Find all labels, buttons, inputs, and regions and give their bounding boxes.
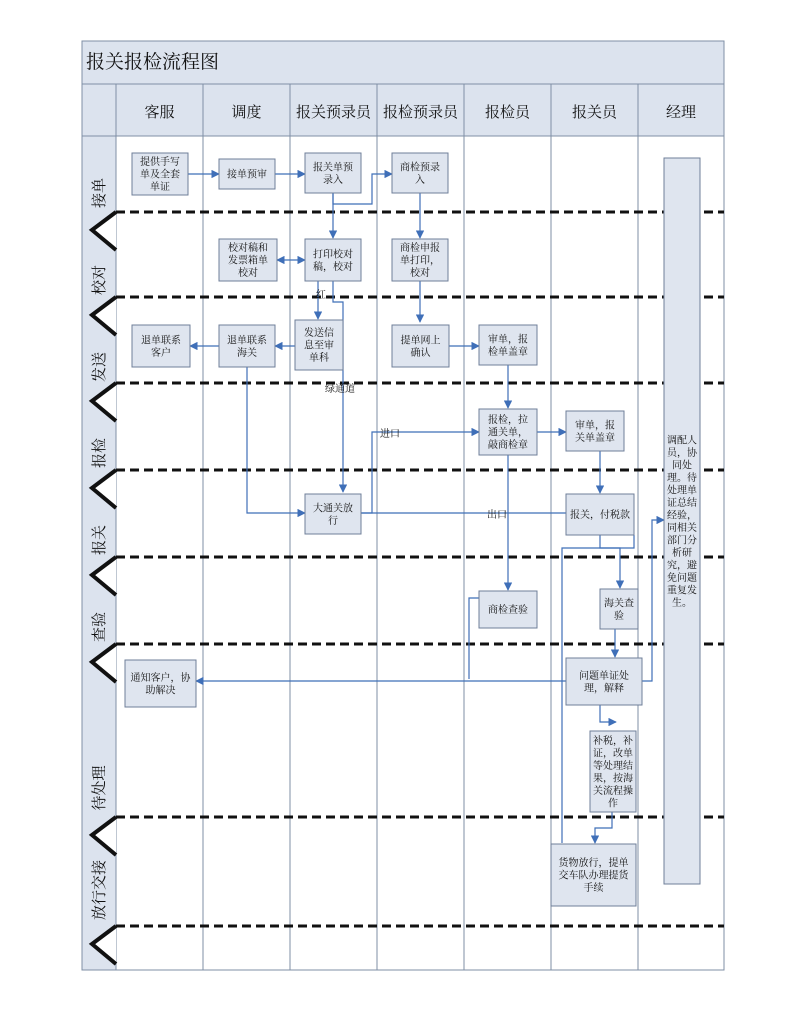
process-box-text: 析研 xyxy=(672,547,692,559)
process-box-text: 通关单， xyxy=(488,427,528,439)
lane-label-customs-entry: 报关预录员 xyxy=(295,103,372,121)
process-box-text: 关单盖章 xyxy=(575,432,615,444)
process-box-text: 报关，付税款 xyxy=(570,510,630,522)
process-box-text: 确认 xyxy=(410,347,431,359)
process-box-b11 xyxy=(392,325,449,367)
process-box-text: 商检申报 xyxy=(400,243,440,255)
process-box-text: 大通关放 xyxy=(313,503,353,515)
process-box-b8 xyxy=(132,325,190,367)
stage-label-examine: 查验 xyxy=(90,611,108,643)
process-box-text: 生。 xyxy=(672,597,692,609)
process-box-text: 校对稿和 xyxy=(228,243,268,255)
process-box-text: 提单网上 xyxy=(400,335,441,347)
process-box-text: 退单联系 xyxy=(141,335,181,347)
process-box-text: 助解决 xyxy=(145,685,176,697)
process-box-text: 接单预审 xyxy=(227,169,267,181)
process-box-text: 补税，补 xyxy=(593,735,633,747)
stage-label-pending: 待处理 xyxy=(90,765,108,811)
process-box-text: 报关单预 xyxy=(313,162,353,174)
lane-label-declarant: 报关员 xyxy=(571,103,618,121)
lane-label-inspection-entry: 报检预录员 xyxy=(382,103,459,121)
process-box-text: 打印校对 xyxy=(313,249,353,261)
process-box-b16 xyxy=(566,494,634,535)
process-box-b6 xyxy=(305,239,361,281)
process-box-text: 提供手写 xyxy=(140,157,180,169)
stage-label-send: 发送 xyxy=(90,351,108,383)
process-box-text: 免问题 xyxy=(667,572,697,584)
process-box-b15 xyxy=(305,494,361,534)
process-box-text: 行 xyxy=(328,515,338,527)
process-box-text: 入 xyxy=(415,174,425,186)
process-box-text: 通知客户，协 xyxy=(130,672,191,684)
process-box-text: 检单盖章 xyxy=(488,346,528,358)
process-box-text: 验 xyxy=(614,610,624,622)
stage-label-check: 校对 xyxy=(90,264,108,296)
process-box-text: 处理单 xyxy=(667,485,697,497)
process-box-text: 单打印， xyxy=(400,255,440,267)
process-box-text: 员，协 xyxy=(667,447,697,459)
label-import: 进口 xyxy=(380,429,400,440)
process-box-text: 单科 xyxy=(309,353,329,365)
process-box-text: 理。待 xyxy=(667,472,697,484)
label-green-channel: 绿通道 xyxy=(325,384,355,395)
process-box-text: 客户 xyxy=(151,347,171,359)
process-box-text: 手续 xyxy=(583,883,604,895)
process-box-b7 xyxy=(392,239,448,281)
process-box-text: 录入 xyxy=(323,174,343,186)
diagram-title: 报关报检流程图 xyxy=(86,51,220,73)
lane-label-inspector: 报检员 xyxy=(484,103,531,121)
process-box-text: 部门分 xyxy=(667,535,697,547)
label-red-channel: 红 xyxy=(316,290,326,301)
process-box-b9 xyxy=(219,325,275,367)
process-box-text: 海关 xyxy=(237,347,257,359)
lane-header-corner xyxy=(82,84,116,136)
process-box-text: 报检，拉 xyxy=(488,415,528,427)
process-box-b17 xyxy=(479,591,537,628)
process-box-text: 校对 xyxy=(410,268,430,280)
process-box-text: 审单，报 xyxy=(575,420,615,432)
process-box-text: 单及全套 xyxy=(140,169,180,181)
process-box-text: 交车队办理提货 xyxy=(558,870,629,882)
stage-labels xyxy=(90,178,108,920)
process-box-b23 xyxy=(664,158,700,884)
process-box-text: 息至审 xyxy=(304,340,334,352)
process-box-b1 xyxy=(132,153,188,195)
process-box-text: 问题单证处 xyxy=(579,670,629,682)
process-box-text: 稿，校对 xyxy=(313,261,353,273)
process-box-b10 xyxy=(295,320,343,370)
process-box-text: 退单联系 xyxy=(227,335,267,347)
process-box-b19 xyxy=(125,660,196,707)
process-box-text: 关流程操 xyxy=(593,785,633,797)
process-box-text: 单证 xyxy=(150,182,170,194)
process-box-text: 证，改单 xyxy=(593,748,633,760)
process-box-text: 海关查 xyxy=(604,598,634,610)
process-box-text: 同处 xyxy=(672,460,692,472)
lane-label-customer-service: 客服 xyxy=(144,103,175,121)
lane-headers xyxy=(82,84,724,136)
lane-label-manager: 经理 xyxy=(665,103,697,121)
process-box-text: 果，按海 xyxy=(593,773,633,785)
process-box-text: 等处理结 xyxy=(593,760,633,772)
stage-label-accept: 接单 xyxy=(90,177,108,209)
process-box-text: 商检查验 xyxy=(488,605,528,617)
lane-label-dispatch: 调度 xyxy=(231,103,262,121)
process-box-b18 xyxy=(600,589,638,629)
process-box-text: 作 xyxy=(608,798,618,810)
process-box-text: 重复发 xyxy=(667,585,697,597)
process-box-b5 xyxy=(219,239,277,281)
process-box-b12 xyxy=(479,325,537,365)
process-box-b14 xyxy=(566,411,624,451)
process-box-b13 xyxy=(479,409,537,455)
process-box-text: 同相关 xyxy=(667,522,697,534)
process-box-text: 究，避 xyxy=(667,560,697,572)
process-box-text: 发送信 xyxy=(304,328,334,340)
stage-label-release: 放行交接 xyxy=(90,859,108,921)
process-box-text: 审单，报 xyxy=(488,334,528,346)
process-box-text: 调配人 xyxy=(667,435,697,447)
process-box-text: 商检预录 xyxy=(400,162,440,174)
label-export: 出口 xyxy=(487,510,507,521)
process-box-b21 xyxy=(590,731,636,812)
stage-label-inspect: 报检 xyxy=(90,437,108,469)
process-box-text: 理，解释 xyxy=(584,683,624,695)
process-box-b2 xyxy=(219,159,275,189)
process-box-text: 货物放行，提单 xyxy=(558,858,629,870)
process-box-text: 发票箱单 xyxy=(228,255,268,267)
process-box-text: 校对 xyxy=(238,268,258,280)
process-box-b3 xyxy=(305,153,361,193)
process-box-b4 xyxy=(392,153,448,193)
process-box-b22 xyxy=(551,844,636,906)
stage-label-declare: 报关 xyxy=(90,524,108,556)
process-box-b20 xyxy=(566,658,642,705)
process-box-text: 敲商检章 xyxy=(488,440,528,452)
process-box-text: 证总结 xyxy=(667,497,697,509)
process-box-text: 经验， xyxy=(667,510,697,522)
